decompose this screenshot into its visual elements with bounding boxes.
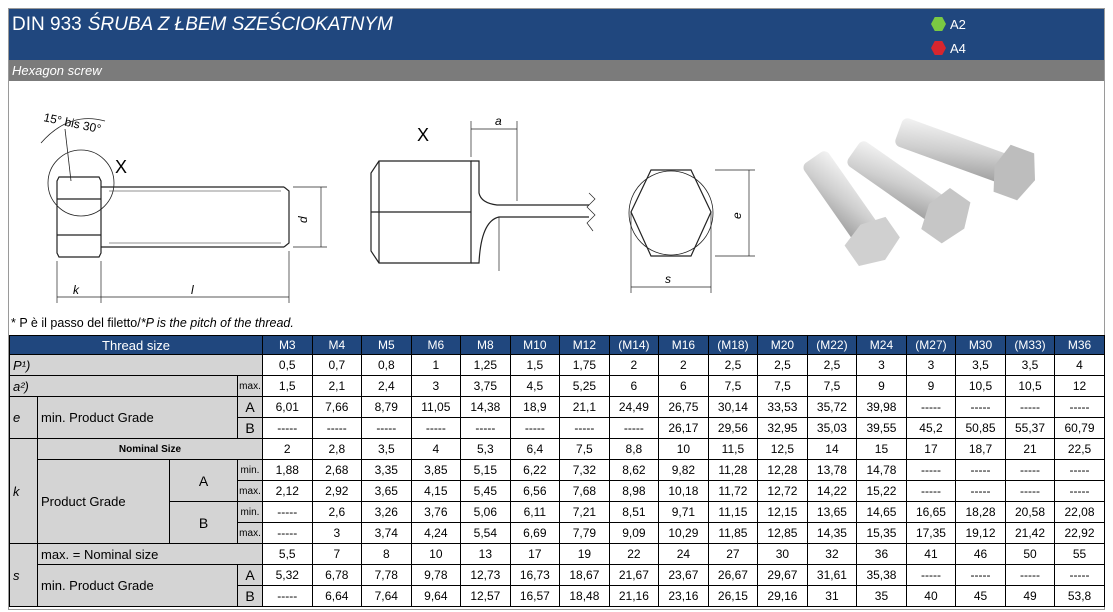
value-cell: 18,28 — [956, 502, 1006, 523]
value-cell: ----- — [1005, 481, 1055, 502]
value-cell: 16,65 — [906, 502, 956, 523]
value-cell: 3,35 — [362, 460, 412, 481]
e-row-a — [10, 397, 1105, 418]
detail-x-label-2: X — [417, 125, 430, 145]
value-cell: 55,37 — [1005, 418, 1055, 439]
value-cell: 2,6 — [312, 502, 362, 523]
value-cell: 11,5 — [708, 439, 758, 460]
dim-k-label: k — [73, 283, 79, 297]
a-row — [10, 376, 1105, 397]
a-qualifier: max. — [238, 376, 263, 397]
value-cell: 32,95 — [758, 418, 808, 439]
value-cell: 3,85 — [411, 460, 461, 481]
value-cell: 24,49 — [609, 397, 659, 418]
value-cell: 22,92 — [1055, 523, 1105, 544]
s-max-label: max. = Nominal size — [38, 544, 263, 565]
size-header: M36 — [1055, 336, 1105, 355]
value-cell: ----- — [956, 565, 1006, 586]
value-cell: ----- — [362, 418, 412, 439]
pitch-label: P¹) — [10, 355, 263, 376]
value-cell: 6,64 — [312, 586, 362, 607]
k-min-label: min. — [238, 460, 263, 481]
value-cell: 13,65 — [807, 502, 857, 523]
value-cell: 41 — [906, 544, 956, 565]
value-cell: 29,16 — [758, 586, 808, 607]
k-symbol: k — [10, 439, 38, 544]
size-header: (M33) — [1005, 336, 1055, 355]
value-cell: 23,16 — [659, 586, 709, 607]
value-cell: ----- — [510, 418, 560, 439]
value-cell: 3,5 — [956, 355, 1006, 376]
thread-size-header: Thread size — [10, 336, 263, 355]
value-cell: 16,73 — [510, 565, 560, 586]
value-cell: 8,98 — [609, 481, 659, 502]
drawing-svg — [9, 81, 1104, 315]
value-cell: 7,5 — [708, 376, 758, 397]
value-cell: 5,5 — [263, 544, 313, 565]
value-cell: 7,21 — [560, 502, 610, 523]
value-cell: 53,8 — [1055, 586, 1105, 607]
size-header: M8 — [461, 336, 511, 355]
value-cell: 1 — [411, 355, 461, 376]
value-cell: 39,55 — [857, 418, 907, 439]
size-header: M5 — [362, 336, 412, 355]
size-header: M6 — [411, 336, 461, 355]
value-cell: 6,78 — [312, 565, 362, 586]
value-cell: 31 — [807, 586, 857, 607]
value-cell: ----- — [906, 460, 956, 481]
value-cell: 3 — [312, 523, 362, 544]
value-cell: 18,67 — [560, 565, 610, 586]
value-cell: 2 — [609, 355, 659, 376]
k-nominal-row — [10, 439, 1105, 460]
s-max-row — [10, 544, 1105, 565]
k-a-min-row — [10, 460, 1105, 481]
value-cell: 1,25 — [461, 355, 511, 376]
material-a4-label: A4 — [950, 40, 966, 56]
value-cell: ----- — [560, 418, 610, 439]
value-cell: 14,78 — [857, 460, 907, 481]
value-cell: 3,5 — [1005, 355, 1055, 376]
value-cell: 6,4 — [510, 439, 560, 460]
size-header: M20 — [758, 336, 808, 355]
value-cell: 33,53 — [758, 397, 808, 418]
value-cell: 10 — [411, 544, 461, 565]
value-cell: 29,56 — [708, 418, 758, 439]
value-cell: 30,14 — [708, 397, 758, 418]
subtitle-bar — [9, 60, 1104, 81]
value-cell: 1,5 — [510, 355, 560, 376]
value-cell: ----- — [1055, 481, 1105, 502]
value-cell: 9,78 — [411, 565, 461, 586]
value-cell: 9,09 — [609, 523, 659, 544]
value-cell: 35 — [857, 586, 907, 607]
size-header: (M27) — [906, 336, 956, 355]
green-hexagon-icon — [931, 17, 946, 31]
s-min-label: min. Product Grade — [38, 565, 238, 607]
value-cell: 55 — [1055, 544, 1105, 565]
value-cell: 0,8 — [362, 355, 412, 376]
value-cell: 2,5 — [758, 355, 808, 376]
value-cell: 8,79 — [362, 397, 412, 418]
value-cell: 7,5 — [758, 376, 808, 397]
value-cell: 21,16 — [609, 586, 659, 607]
value-cell: ----- — [906, 481, 956, 502]
value-cell: 18,9 — [510, 397, 560, 418]
value-cell: 0,5 — [263, 355, 313, 376]
value-cell: 4,24 — [411, 523, 461, 544]
value-cell: ----- — [411, 418, 461, 439]
value-cell: 15 — [857, 439, 907, 460]
value-cell: 5,06 — [461, 502, 511, 523]
value-cell: 29,67 — [758, 565, 808, 586]
s-symbol: s — [10, 544, 38, 607]
value-cell: 8,8 — [609, 439, 659, 460]
value-cell: 6,01 — [263, 397, 313, 418]
dimensions-table — [9, 335, 1105, 607]
value-cell: 35,38 — [857, 565, 907, 586]
value-cell: 12,85 — [758, 523, 808, 544]
value-cell: 6,56 — [510, 481, 560, 502]
value-cell: ----- — [906, 397, 956, 418]
value-cell: 24 — [659, 544, 709, 565]
header-row — [10, 336, 1105, 355]
value-cell: 30 — [758, 544, 808, 565]
size-header: M3 — [263, 336, 313, 355]
s-grade-a: A — [238, 565, 263, 586]
value-cell: 27 — [708, 544, 758, 565]
value-cell: 1,88 — [263, 460, 313, 481]
value-cell: 35,72 — [807, 397, 857, 418]
value-cell: 21,42 — [1005, 523, 1055, 544]
value-cell: 7,79 — [560, 523, 610, 544]
value-cell: ----- — [1055, 397, 1105, 418]
value-cell: 3,74 — [362, 523, 412, 544]
value-cell: 36 — [857, 544, 907, 565]
value-cell: 3,65 — [362, 481, 412, 502]
value-cell: 35,03 — [807, 418, 857, 439]
value-cell: 15,22 — [857, 481, 907, 502]
k-nominal-label: Nominal Size — [38, 439, 263, 460]
value-cell: 2,4 — [362, 376, 412, 397]
page-subtitle: Hexagon screw — [12, 63, 102, 78]
value-cell: 1,5 — [263, 376, 313, 397]
value-cell: 3 — [411, 376, 461, 397]
title-bar — [9, 9, 1104, 60]
s-a-row — [10, 565, 1105, 586]
material-a2 — [931, 15, 966, 33]
value-cell: ----- — [609, 418, 659, 439]
detail-x-label: X — [115, 157, 128, 177]
value-cell: 11,72 — [708, 481, 758, 502]
k-max-label: max. — [238, 481, 263, 502]
value-cell: ----- — [263, 418, 313, 439]
value-cell: 40 — [906, 586, 956, 607]
angle-label: 15° bis 30° — [42, 110, 103, 137]
side-view-drawing — [41, 119, 327, 303]
value-cell: 10 — [659, 439, 709, 460]
grade-b: B — [238, 418, 263, 439]
size-header: (M18) — [708, 336, 758, 355]
value-cell: 14,22 — [807, 481, 857, 502]
standard-code: DIN 933 — [12, 14, 82, 35]
size-header: M30 — [956, 336, 1006, 355]
value-cell: 9,64 — [411, 586, 461, 607]
value-cell: 9,71 — [659, 502, 709, 523]
value-cell: 6 — [659, 376, 709, 397]
value-cell: 12,28 — [758, 460, 808, 481]
dim-l-label: l — [191, 283, 194, 297]
value-cell: 3,26 — [362, 502, 412, 523]
value-cell: 9 — [857, 376, 907, 397]
value-cell: ----- — [1055, 460, 1105, 481]
value-cell: 23,67 — [659, 565, 709, 586]
value-cell: 7,5 — [560, 439, 610, 460]
e-symbol: e — [10, 397, 38, 439]
value-cell: 17,35 — [906, 523, 956, 544]
value-cell: 46 — [956, 544, 1006, 565]
detail-view-drawing — [371, 121, 595, 271]
e-label: min. Product Grade — [38, 397, 238, 439]
value-cell: 26,15 — [708, 586, 758, 607]
value-cell: 5,25 — [560, 376, 610, 397]
value-cell: 15,35 — [857, 523, 907, 544]
value-cell: 3,75 — [461, 376, 511, 397]
value-cell: 8,62 — [609, 460, 659, 481]
value-cell: 12,5 — [758, 439, 808, 460]
value-cell: 10,5 — [956, 376, 1006, 397]
value-cell: 6,69 — [510, 523, 560, 544]
k-max-label: max. — [238, 523, 263, 544]
value-cell: ----- — [1005, 460, 1055, 481]
value-cell: 22 — [609, 544, 659, 565]
size-header: M4 — [312, 336, 362, 355]
product-name: ŚRUBA Z ŁBEM SZEŚCIOKATNYM — [87, 14, 393, 35]
value-cell: 8,51 — [609, 502, 659, 523]
value-cell: 49 — [1005, 586, 1055, 607]
value-cell: 14 — [807, 439, 857, 460]
s-grade-b: B — [238, 586, 263, 607]
value-cell: 26,17 — [659, 418, 709, 439]
value-cell: 2 — [659, 355, 709, 376]
material-a4 — [931, 39, 966, 57]
value-cell: ----- — [956, 481, 1006, 502]
value-cell: 11,15 — [708, 502, 758, 523]
value-cell: 12,57 — [461, 586, 511, 607]
value-cell: 7,68 — [560, 481, 610, 502]
value-cell: 9,82 — [659, 460, 709, 481]
size-header: M12 — [560, 336, 610, 355]
technical-drawings — [9, 81, 1104, 315]
red-hexagon-icon — [931, 41, 946, 55]
value-cell: ----- — [263, 586, 313, 607]
value-cell: 16,57 — [510, 586, 560, 607]
value-cell: 4,5 — [510, 376, 560, 397]
value-cell: 10,18 — [659, 481, 709, 502]
value-cell: 2,12 — [263, 481, 313, 502]
value-cell: 6,22 — [510, 460, 560, 481]
k-min-label: min. — [238, 502, 263, 523]
size-header: M10 — [510, 336, 560, 355]
value-cell: 22,5 — [1055, 439, 1105, 460]
value-cell: 11,28 — [708, 460, 758, 481]
value-cell: 31,61 — [807, 565, 857, 586]
value-cell: ----- — [312, 418, 362, 439]
pitch-row — [10, 355, 1105, 376]
k-grade-b: B — [170, 502, 238, 544]
size-header: (M14) — [609, 336, 659, 355]
value-cell: 11,85 — [708, 523, 758, 544]
value-cell: 18,7 — [956, 439, 1006, 460]
value-cell: 5,45 — [461, 481, 511, 502]
footnote-italian: * P è il passo del filetto/ — [11, 316, 141, 330]
value-cell: 8 — [362, 544, 412, 565]
value-cell: 1,75 — [560, 355, 610, 376]
value-cell: ----- — [263, 502, 313, 523]
value-cell: 45,2 — [906, 418, 956, 439]
dim-e-label: e — [730, 212, 744, 219]
a-label: a²) — [10, 376, 238, 397]
value-cell: 14,38 — [461, 397, 511, 418]
value-cell: ----- — [263, 523, 313, 544]
value-cell: 7 — [312, 544, 362, 565]
value-cell: 10,29 — [659, 523, 709, 544]
value-cell: 7,66 — [312, 397, 362, 418]
value-cell: ----- — [956, 397, 1006, 418]
value-cell: 2,1 — [312, 376, 362, 397]
value-cell: 2 — [263, 439, 313, 460]
dim-a-label: a — [495, 114, 502, 128]
value-cell: 5,54 — [461, 523, 511, 544]
value-cell: 2,8 — [312, 439, 362, 460]
value-cell: 0,7 — [312, 355, 362, 376]
value-cell: 20,58 — [1005, 502, 1055, 523]
value-cell: 6,11 — [510, 502, 560, 523]
value-cell: 7,5 — [807, 376, 857, 397]
value-cell: ----- — [956, 460, 1006, 481]
value-cell: 60,79 — [1055, 418, 1105, 439]
value-cell: ----- — [1055, 565, 1105, 586]
value-cell: 2,68 — [312, 460, 362, 481]
value-cell: 18,48 — [560, 586, 610, 607]
value-cell: 7,64 — [362, 586, 412, 607]
top-view-drawing — [629, 170, 755, 293]
value-cell: 39,98 — [857, 397, 907, 418]
value-cell: 3,5 — [362, 439, 412, 460]
value-cell: 22,08 — [1055, 502, 1105, 523]
value-cell: 21,1 — [560, 397, 610, 418]
size-header: (M22) — [807, 336, 857, 355]
value-cell: 11,05 — [411, 397, 461, 418]
value-cell: 50,85 — [956, 418, 1006, 439]
value-cell: ----- — [461, 418, 511, 439]
datasheet-page — [8, 8, 1105, 610]
value-cell: 4,15 — [411, 481, 461, 502]
material-a2-label: A2 — [950, 16, 966, 32]
footnote — [11, 316, 294, 330]
value-cell: 5,15 — [461, 460, 511, 481]
value-cell: 12,15 — [758, 502, 808, 523]
value-cell: 26,75 — [659, 397, 709, 418]
value-cell: 3 — [857, 355, 907, 376]
size-header: M24 — [857, 336, 907, 355]
value-cell: 17 — [510, 544, 560, 565]
product-photo-bolts — [793, 107, 1044, 274]
value-cell: 3 — [906, 355, 956, 376]
dim-s-label: s — [665, 272, 671, 286]
value-cell: 12 — [1055, 376, 1105, 397]
value-cell: 3,76 — [411, 502, 461, 523]
value-cell: 10,5 — [1005, 376, 1055, 397]
value-cell: 2,5 — [807, 355, 857, 376]
value-cell: 14,65 — [857, 502, 907, 523]
value-cell: 7,78 — [362, 565, 412, 586]
value-cell: 14,35 — [807, 523, 857, 544]
value-cell: 12,73 — [461, 565, 511, 586]
value-cell: 5,3 — [461, 439, 511, 460]
value-cell: 13 — [461, 544, 511, 565]
value-cell: 7,32 — [560, 460, 610, 481]
size-header: M16 — [659, 336, 709, 355]
value-cell: 50 — [1005, 544, 1055, 565]
value-cell: 21,67 — [609, 565, 659, 586]
k-b-min-row — [10, 502, 1105, 523]
value-cell: 9 — [906, 376, 956, 397]
value-cell: 45 — [956, 586, 1006, 607]
dim-d-label: d — [296, 216, 310, 223]
value-cell: 6 — [609, 376, 659, 397]
value-cell: 4 — [411, 439, 461, 460]
value-cell: 19,12 — [956, 523, 1006, 544]
grade-a: A — [238, 397, 263, 418]
footnote-english: *P is the pitch of the thread. — [140, 316, 294, 330]
value-cell: 17 — [906, 439, 956, 460]
value-cell: 12,72 — [758, 481, 808, 502]
value-cell: 21 — [1005, 439, 1055, 460]
value-cell: 4 — [1055, 355, 1105, 376]
value-cell: 13,78 — [807, 460, 857, 481]
value-cell: ----- — [1005, 397, 1055, 418]
value-cell: 19 — [560, 544, 610, 565]
value-cell: 2,92 — [312, 481, 362, 502]
k-grade-a: A — [170, 460, 238, 502]
page-title — [12, 14, 393, 36]
value-cell: 5,32 — [263, 565, 313, 586]
value-cell: 32 — [807, 544, 857, 565]
k-grade-label: Product Grade — [38, 460, 170, 544]
value-cell: 26,67 — [708, 565, 758, 586]
value-cell: ----- — [906, 565, 956, 586]
value-cell: ----- — [1005, 565, 1055, 586]
value-cell: 2,5 — [708, 355, 758, 376]
